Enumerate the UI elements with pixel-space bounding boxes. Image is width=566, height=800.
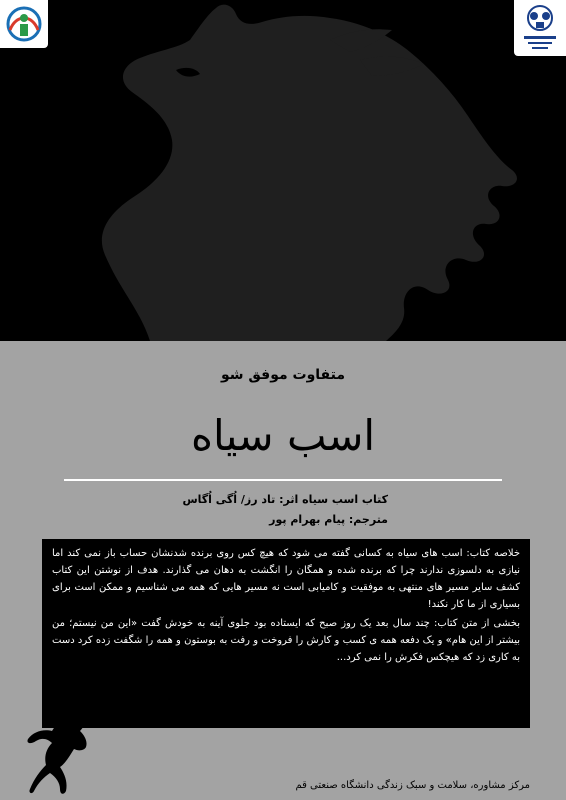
book-info: [88, 490, 388, 530]
horse-head-silhouette-icon: [0, 0, 566, 341]
rearing-horse-silhouette-icon: [14, 693, 110, 797]
translator-line: مترجم: پیام بهرام پور: [269, 513, 388, 526]
book-author-line: کتاب اسب سیاه اثر: تاد رز/ اُگی اُگاس: [182, 493, 388, 506]
excerpt-paragraph: بخشی از متن کتاب: چند سال بعد یک روز صبح که ایستاده بود جلوی آینه به خودش گفت «این من نیستم؛ من بیشتر از این هام» و یک دفعه همه ی کسب و کارش را فروخت و رفت به بوستون و همه را شگفت زده کرد دست به کاری زد که هیچکس فکرش را نمی کرد...: [52, 618, 520, 663]
summary-paragraph: خلاصه کتاب: اسب های سیاه به کسانی گفته می شود که هیچ کس روی برنده شدنشان حساب باز نمی کند اما نیازی به دلسوزی ندارند چرا که برنده شده و همگان را انگشت به دهان می گذارند. هدف از نوشتن این کتاب کشف سایر مسیر های منتهی به موفقیت و کامیابی است نه مسیر هایی که همه می شناسیم و ممکن است برای بسیاری از ما کار نکند!: [52, 548, 520, 610]
university-emblem-icon: [514, 0, 566, 56]
footer-credit: مرکز مشاوره، سلامت و سبک زندگی دانشگاه صنعتی قم: [295, 780, 530, 791]
title-divider: [64, 479, 502, 481]
university-health-logo-icon: [0, 0, 48, 48]
summary-box: [42, 539, 530, 728]
content-panel: [0, 341, 566, 800]
hero-panel: [0, 0, 566, 341]
poster-title: اسب سیاه: [190, 411, 376, 460]
poster-subtitle: متفاوت موفق شو: [220, 367, 345, 383]
